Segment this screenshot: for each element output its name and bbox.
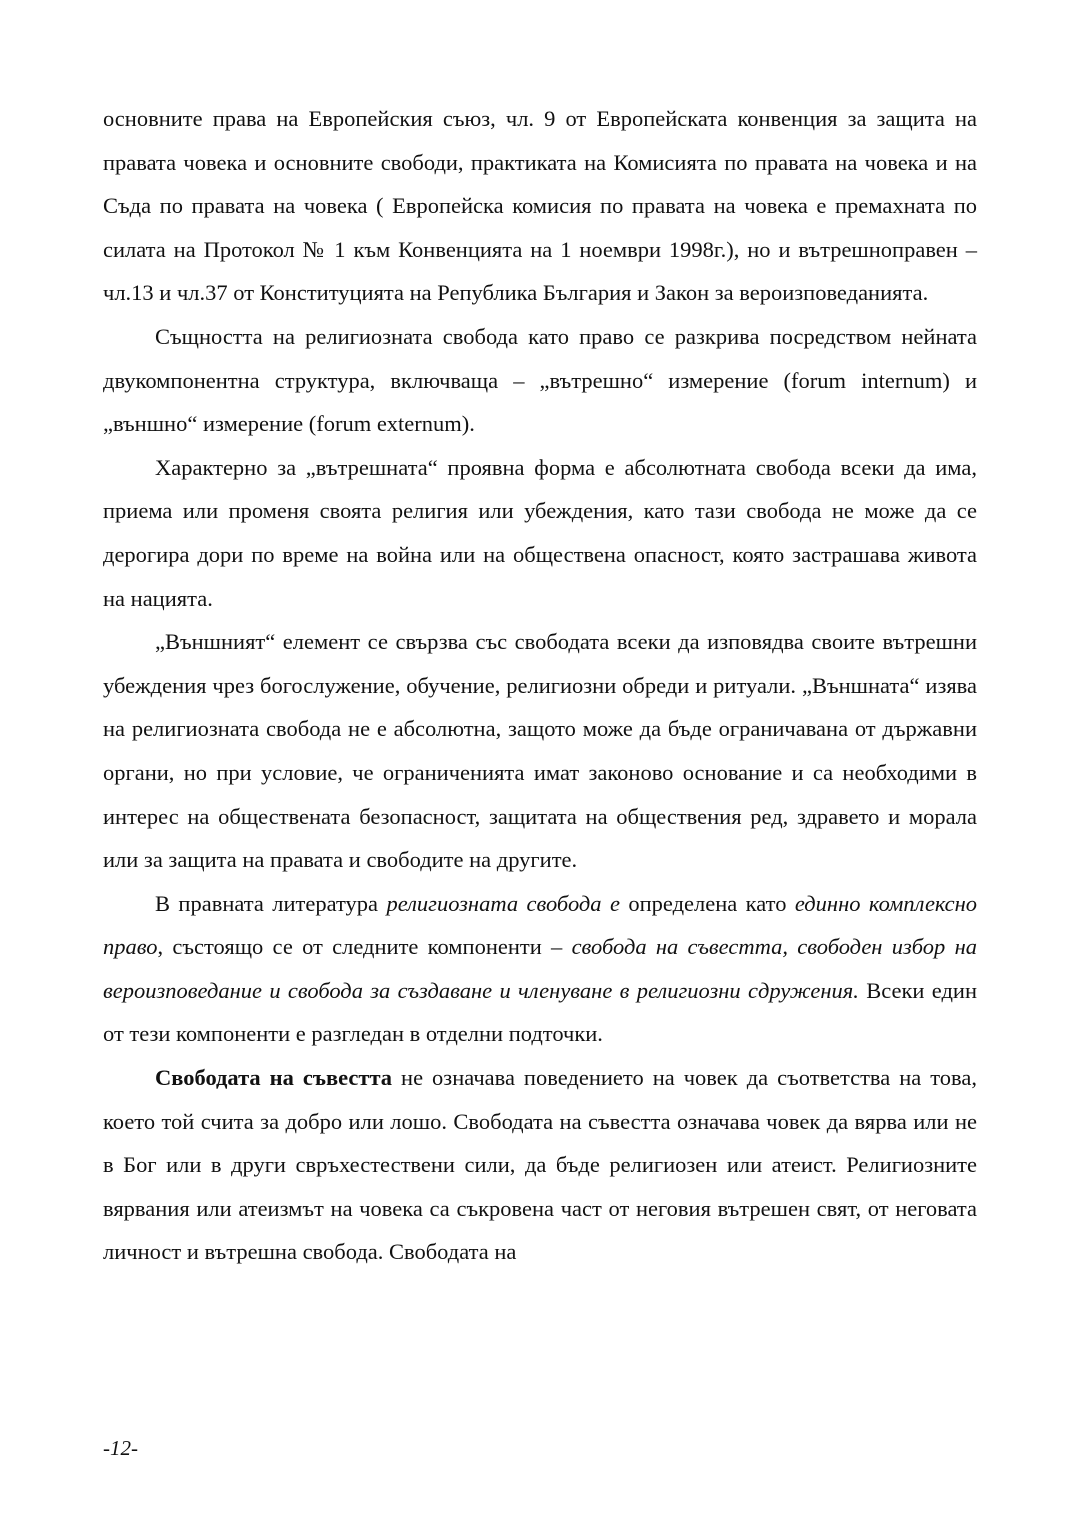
paragraph-3-text: Характерно за „вътрешната“ проявна форма е абсолютната свобода всеки да има, приема или променя своята религия или убеждения, като тази свобода не може да се дерогира дори по време на война или на обществена опасност, която застрашава живота на нацията.: [103, 454, 977, 611]
paragraph-2: [103, 315, 977, 446]
italic-term-religious-freedom: религиозната свобода е: [386, 890, 620, 916]
italic-term-complex-right: единно комплексно право: [103, 890, 977, 960]
page-number: -12-: [103, 1436, 138, 1460]
paragraph-5: [103, 882, 977, 1056]
paragraph-1: [103, 97, 977, 315]
paragraph-5-run-7: Всеки един от тези компоненти е разгледан в отделни подточки.: [103, 977, 977, 1047]
paragraph-4-text: „Външният“ елемент се свързва със свободата всеки да изповядва своите вътрешни убеждения чрез богослужение, обучение, религиозни обреди и ритуали. „Външната“ изява на религиозната свобода не е абсолютна, защото може да бъде ограничавана от държавни органи, но при условие, че ограниченията имат законово основание и са необходими в интерес на обществената безопасност, защитата на обществения ред, здравето и морала или за защита на правата и свободите на другите.: [103, 629, 977, 873]
paragraph-5-run-1: В правната литература: [155, 890, 387, 916]
paragraph-5-run-3: определена като: [619, 890, 795, 916]
paragraph-3: [103, 446, 977, 620]
paragraph-6: [103, 1056, 977, 1274]
bold-term-freedom-of-conscience: Свободата на съвестта: [155, 1065, 393, 1091]
paragraph-4: [103, 620, 977, 882]
paragraph-1-text: основните права на Европейския съюз, чл. 9 от Европейската конвенция за защита на правата човека и основните свободи, практиката на Комисията по правата на човека и на Съда по правата на човека ( Европейска комисия по правата на човека е премахната по силата на Протокол № 1 към Конвенцията на 1 ноември 1998г.), но и вътрешноправен – чл.13 и чл.37 от Конституцията на Република България и Закон за вероизповеданията.: [103, 106, 977, 306]
paragraph-5-run-5: , състоящо се от следните компоненти –: [157, 934, 572, 960]
document-body: [103, 97, 977, 1274]
paragraph-2-text: Същността на религиозната свобода като право се разкрива посредством нейната двукомпонентна структура, включваща – „вътрешно“ измерение (forum internum) и „външно“ измерение (forum externum).: [103, 323, 977, 437]
paragraph-6-run-2: не означава поведението на човек да съответства на това, което той счита за добро или лошо. Свободата на съвестта означава човек да вярва или не в Бог или в други свръхестествени сили, да бъде религиозен или атеист. Религиозните вярвания или атеизмът на човека са съкровена част от неговия вътрешен свят, от неговата личност и вътрешна свобода. Свободата на: [103, 1065, 977, 1265]
italic-term-components: свобода на съвестта, свободен избор на вероизповедание и свобода за създаване и членуване в религиозни сдружения.: [103, 934, 977, 1003]
